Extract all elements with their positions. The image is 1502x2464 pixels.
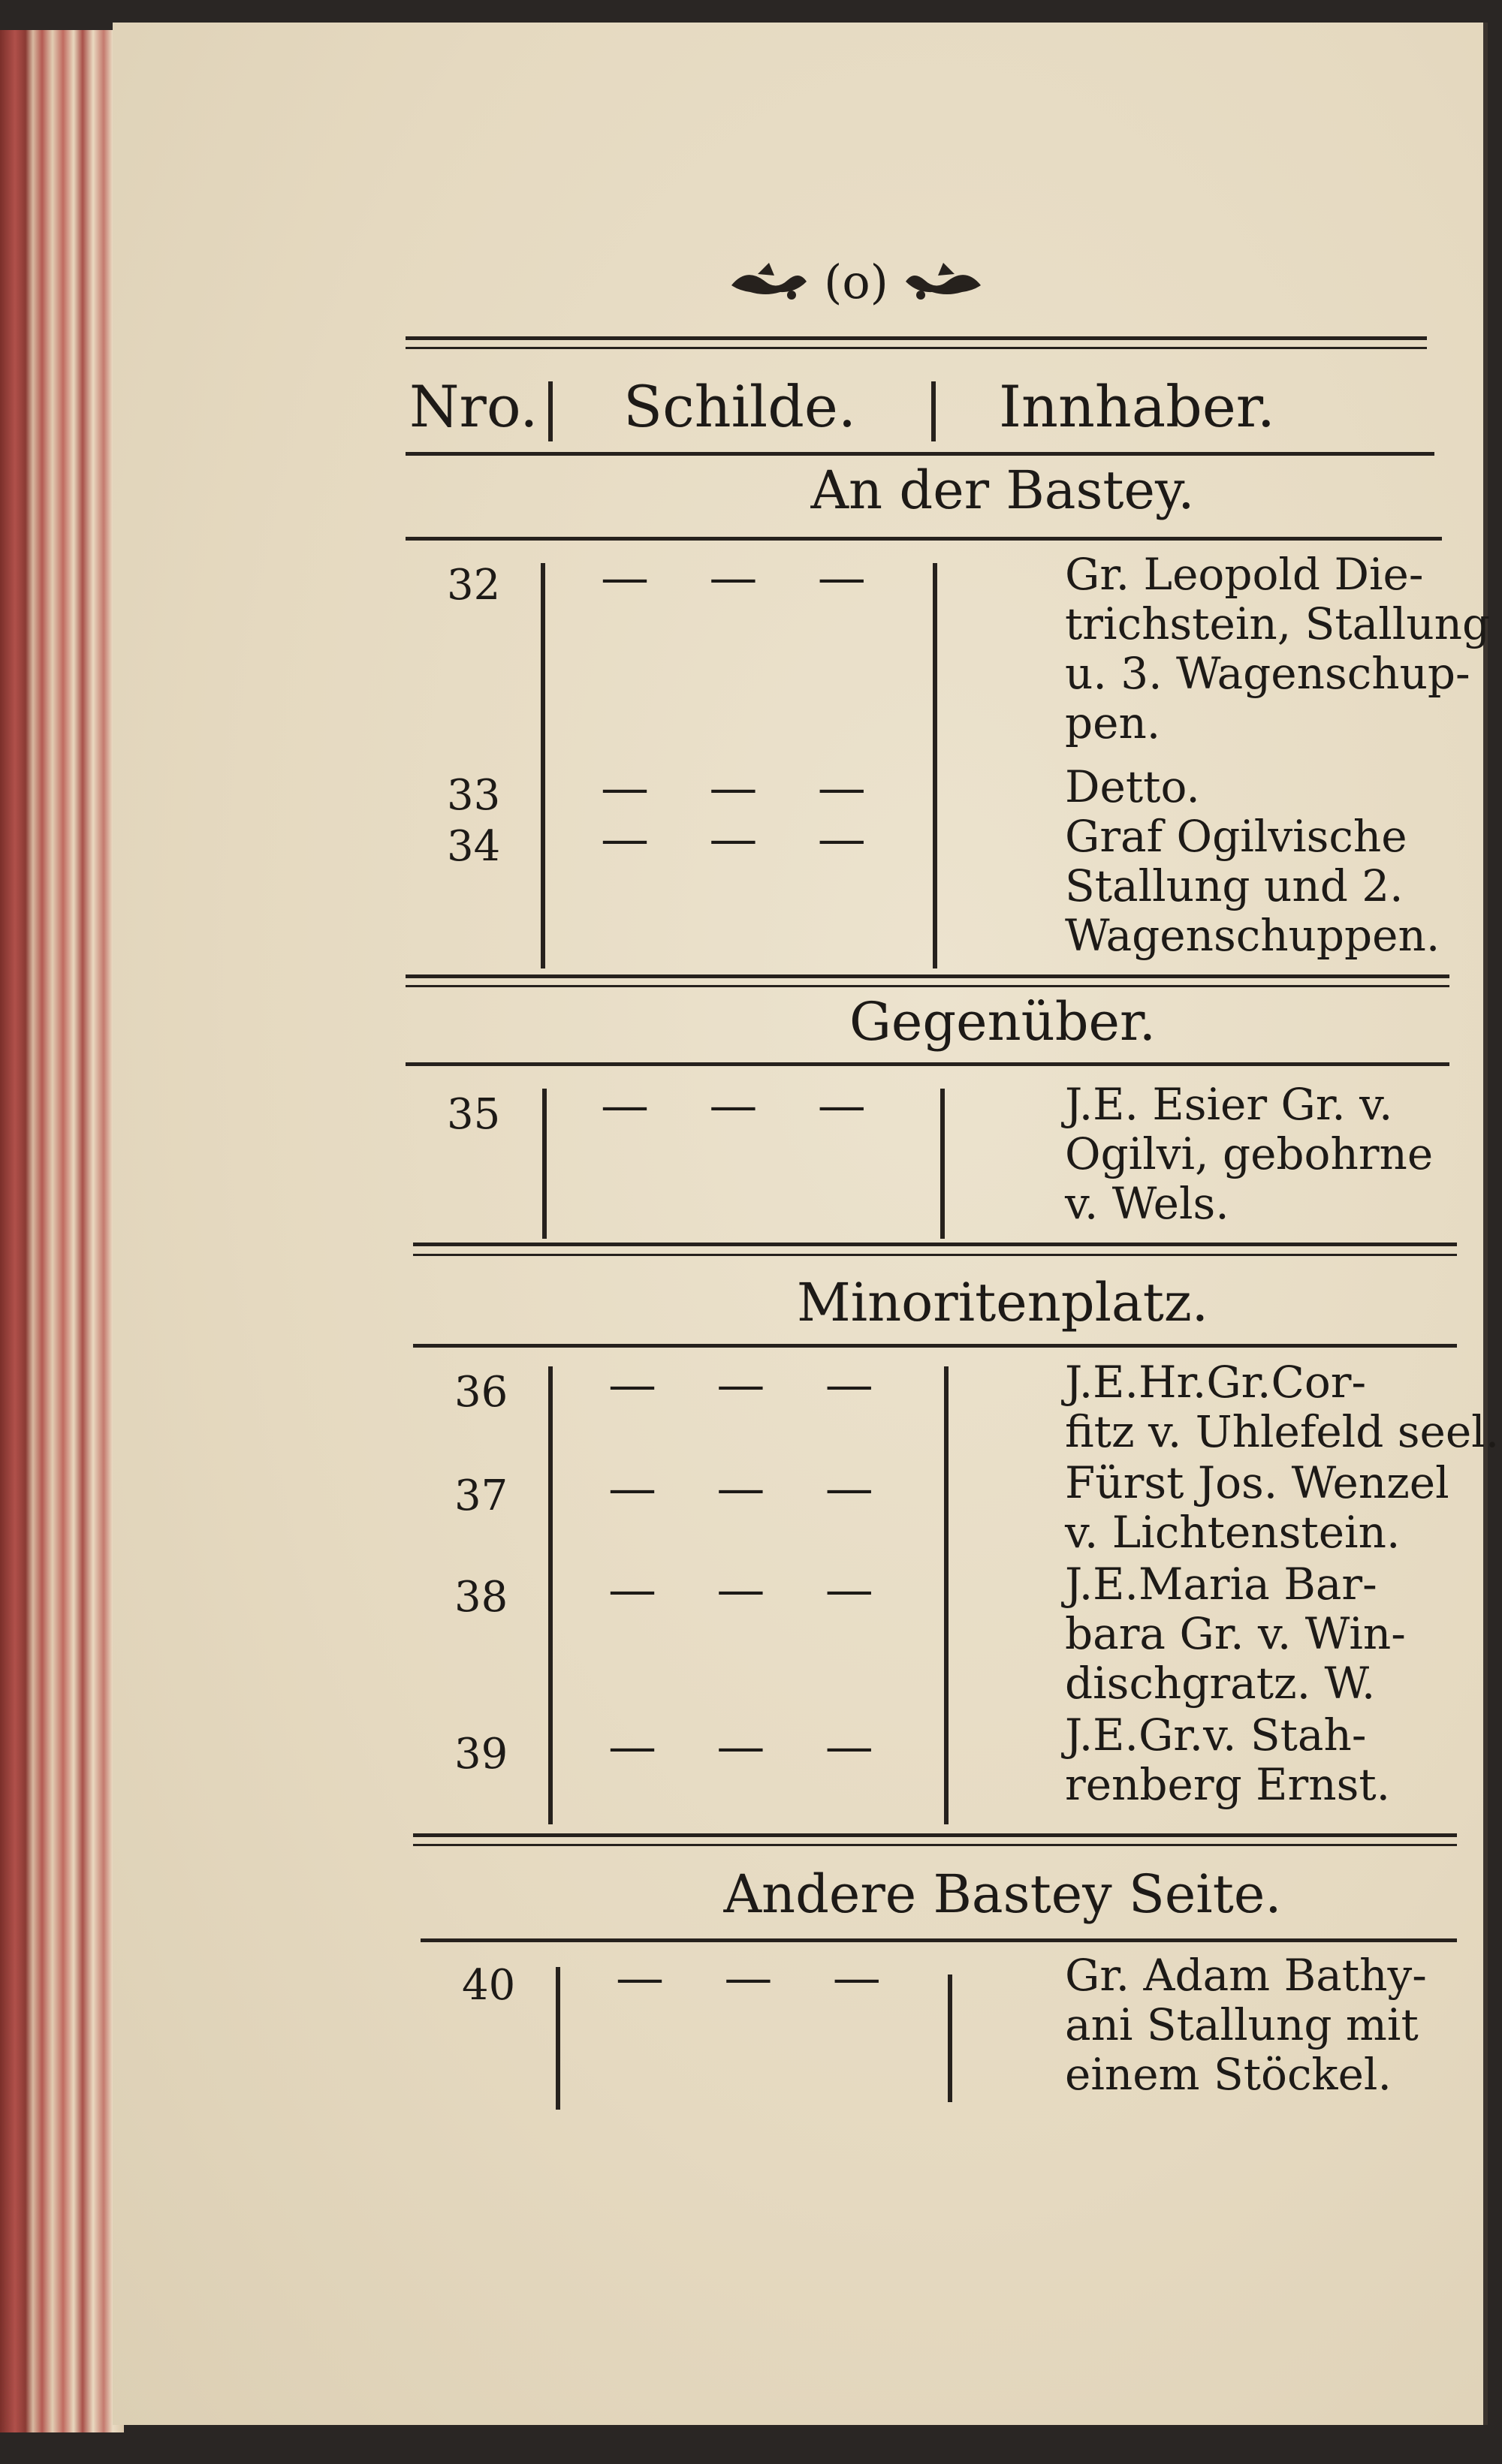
holder-line: v. Wels. bbox=[1065, 1178, 1229, 1229]
row-number: 39 bbox=[454, 1730, 508, 1779]
holder-line: J.E.Hr.Gr.Cor- bbox=[1065, 1357, 1367, 1408]
section-rule bbox=[406, 974, 1449, 978]
holder-entry bbox=[1065, 1710, 1463, 1809]
holder-entry bbox=[1065, 1357, 1500, 1457]
header-rule-bottom bbox=[406, 452, 1434, 456]
row-number: 35 bbox=[447, 1090, 501, 1139]
header-divider-2 bbox=[931, 381, 936, 441]
holder-line: Graf Ogilvische bbox=[1065, 811, 1407, 862]
holder-line: Fürst Jos. Wenzel bbox=[1065, 1457, 1449, 1508]
schilde-dash: — — — bbox=[608, 1719, 896, 1775]
header-rule-top-2 bbox=[406, 347, 1427, 349]
row-number: 33 bbox=[447, 771, 501, 820]
section-title: Minoritenplatz. bbox=[797, 1272, 1208, 1333]
holder-line: J.E. Esier Gr. v. bbox=[1065, 1079, 1393, 1130]
section-rule bbox=[413, 1833, 1457, 1837]
section-title: Andere Bastey Seite. bbox=[723, 1863, 1282, 1925]
row-number: 34 bbox=[447, 822, 501, 871]
book-page-edges bbox=[0, 30, 124, 2432]
holder-line: pen. bbox=[1065, 697, 1161, 749]
row-number: 40 bbox=[462, 1961, 516, 2010]
section-rule bbox=[413, 1254, 1457, 1256]
holder-line: u. 3. Wagenschup- bbox=[1065, 648, 1470, 699]
column-divider-left bbox=[542, 1089, 547, 1239]
column-divider-left bbox=[548, 1366, 553, 1824]
holder-line: ani Stallung mit bbox=[1065, 1999, 1419, 2050]
schilde-dash: — — — bbox=[601, 1078, 888, 1134]
page-paper bbox=[113, 23, 1500, 2425]
column-header-innhaber: Innhaber. bbox=[999, 373, 1275, 440]
schilde-dash: — — — bbox=[608, 1562, 896, 1618]
holder-line: trichstein, Stallung bbox=[1065, 598, 1491, 649]
column-header-nro: Nro. bbox=[409, 373, 538, 440]
section-rule bbox=[406, 985, 1449, 987]
holder-line: fitz v. Uhlefeld seel. bbox=[1065, 1406, 1500, 1457]
column-divider-right bbox=[948, 1975, 952, 2102]
schilde-dash: — — — bbox=[608, 1461, 896, 1517]
column-divider-left bbox=[556, 1967, 560, 2110]
schilde-dash: — — — bbox=[616, 1950, 903, 2006]
row-number: 37 bbox=[454, 1471, 508, 1520]
column-divider-right bbox=[944, 1366, 949, 1824]
holder-line: bara Gr. v. Win- bbox=[1065, 1608, 1406, 1659]
column-divider-right bbox=[940, 1089, 945, 1239]
holder-line: Wagenschuppen. bbox=[1065, 910, 1440, 961]
holder-line: dischgratz. W. bbox=[1065, 1658, 1376, 1709]
holder-line: v. Lichtenstein. bbox=[1065, 1507, 1401, 1558]
holder-line: Stallung und 2. bbox=[1065, 860, 1404, 911]
holder-entry bbox=[1065, 1458, 1463, 1557]
section-rule bbox=[406, 1062, 1449, 1066]
section-title: An der Bastey. bbox=[810, 459, 1195, 521]
holder-entry bbox=[1065, 812, 1463, 960]
holder-line: Detto. bbox=[1065, 761, 1200, 812]
column-header-schilde: Schilde. bbox=[623, 373, 856, 440]
holder-entry bbox=[1065, 549, 1491, 749]
holder-line: renberg Ernst. bbox=[1065, 1759, 1391, 1810]
section-rule bbox=[413, 1844, 1457, 1846]
section-rule bbox=[421, 1938, 1457, 1942]
row-number: 38 bbox=[454, 1573, 508, 1622]
section-title: Gegenüber. bbox=[849, 991, 1156, 1053]
schilde-dash: — — — bbox=[608, 1357, 896, 1413]
holder-entry bbox=[1065, 762, 1463, 812]
column-divider-right bbox=[933, 563, 937, 968]
page-header bbox=[691, 248, 1021, 315]
header-divider-1 bbox=[548, 381, 553, 441]
folio-number: (o) bbox=[824, 254, 888, 309]
holder-line: Gr. Adam Bathy- bbox=[1065, 1950, 1427, 2001]
column-divider-left bbox=[541, 563, 545, 968]
holder-line: J.E.Gr.v. Stah- bbox=[1065, 1709, 1367, 1761]
section-rule bbox=[406, 537, 1442, 541]
section-rule bbox=[413, 1344, 1457, 1348]
row-number: 32 bbox=[447, 561, 501, 610]
holder-entry bbox=[1065, 1080, 1463, 1228]
holder-entry bbox=[1065, 1559, 1463, 1708]
section-rule bbox=[413, 1243, 1457, 1246]
schilde-dash: — — — bbox=[601, 550, 888, 606]
header-rule-top bbox=[406, 336, 1427, 340]
left-ornament-icon bbox=[728, 259, 810, 304]
schilde-dash: — — — bbox=[601, 812, 888, 867]
holder-line: Ogilvi, gebohrne bbox=[1065, 1128, 1434, 1179]
holder-line: J.E.Maria Bar- bbox=[1065, 1559, 1377, 1610]
holder-line: einem Stöckel. bbox=[1065, 2049, 1392, 2100]
holder-line: Gr. Leopold Die- bbox=[1065, 549, 1424, 600]
holder-entry bbox=[1065, 1950, 1463, 2099]
right-ornament-icon bbox=[902, 259, 985, 304]
schilde-dash: — — — bbox=[601, 761, 888, 816]
row-number: 36 bbox=[454, 1368, 508, 1417]
